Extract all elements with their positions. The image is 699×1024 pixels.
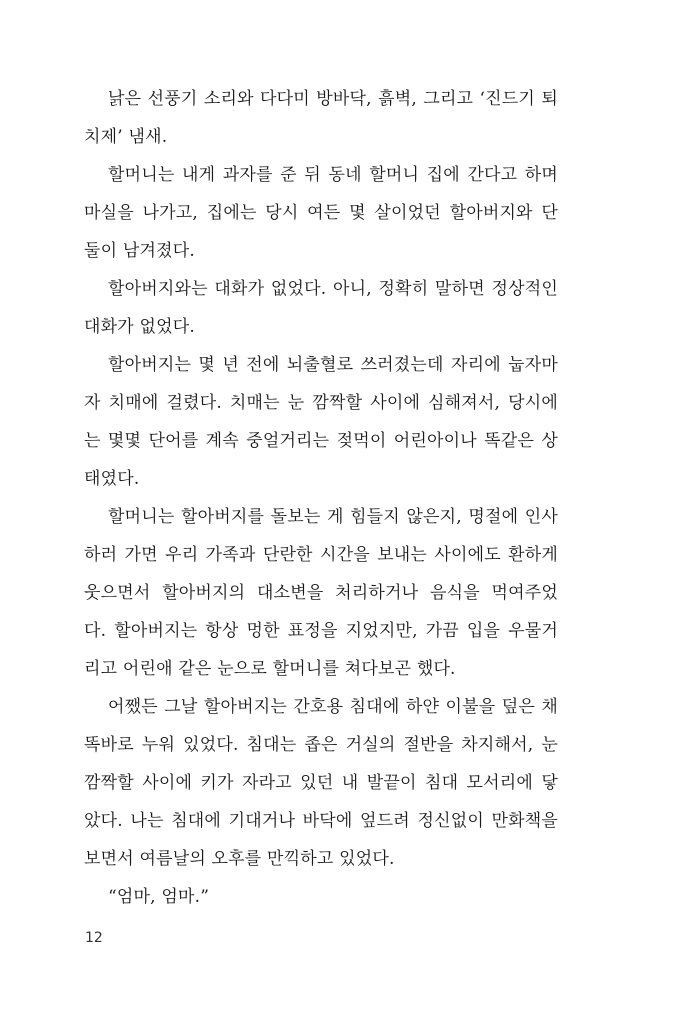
text-line: 웃으면서 할아버지의 대소변을 처리하거나 음식을 먹여주었 — [84, 583, 558, 603]
text-line: 대화가 없었다. — [84, 317, 195, 337]
text-line: 둘이 남겨졌다. — [84, 241, 195, 261]
text-line: 깜짝할 사이에 키가 자라고 있던 내 발끝이 침대 모서리에 닿 — [84, 773, 558, 793]
text-line: 낡은 선풍기 소리와 다다미 방바닥, 흙벽, 그리고 ‘진드기 퇴 — [108, 89, 558, 109]
text-line: 자 치매에 걸렸다. 치매는 눈 깜짝할 사이에 심해져서, 당시에 — [84, 393, 558, 413]
text-line: 하러 가면 우리 가족과 단란한 시간을 보내는 사이에도 환하게 — [84, 545, 558, 565]
text-line: 할머니는 할아버지를 돌보는 게 힘들지 않은지, 명절에 인사 — [108, 507, 558, 527]
text-line: 할아버지와는 대화가 없었다. 아니, 정확히 말하면 정상적인 — [108, 279, 558, 299]
body-text — [84, 80, 558, 916]
text-line: 보면서 여름날의 오후를 만끽하고 있었다. — [84, 849, 395, 869]
text-line: 마실을 나가고, 집에는 당시 여든 몇 살이었던 할아버지와 단 — [84, 203, 558, 223]
text-line: “엄마, 엄마.” — [108, 887, 210, 907]
text-line: 았다. 나는 침대에 기대거나 바닥에 엎드려 정신없이 만화책을 — [84, 811, 558, 831]
text-line: 리고 어린애 같은 눈으로 할머니를 쳐다보곤 했다. — [84, 659, 456, 679]
text-line: 할아버지는 몇 년 전에 뇌출혈로 쓰러졌는데 자리에 눕자마 — [108, 355, 558, 375]
text-line: 는 몇몇 단어를 계속 중얼거리는 젖먹이 어린아이나 똑같은 상 — [84, 431, 558, 451]
text-line: 치제’ 냄새. — [84, 127, 168, 147]
text-line: 다. 할아버지는 항상 멍한 표정을 지었지만, 가끔 입을 우물거 — [84, 621, 558, 641]
text-line: 태였다. — [84, 469, 140, 489]
text-line: 어쨌든 그날 할아버지는 간호용 침대에 하얀 이불을 덮은 채 — [108, 697, 558, 717]
text-line: 할머니는 내게 과자를 준 뒤 동네 할머니 집에 간다고 하며 — [108, 165, 558, 185]
page-number: 12 — [85, 930, 103, 946]
text-line: 똑바로 누워 있었다. 침대는 좁은 거실의 절반을 차지해서, 눈 — [84, 735, 558, 755]
